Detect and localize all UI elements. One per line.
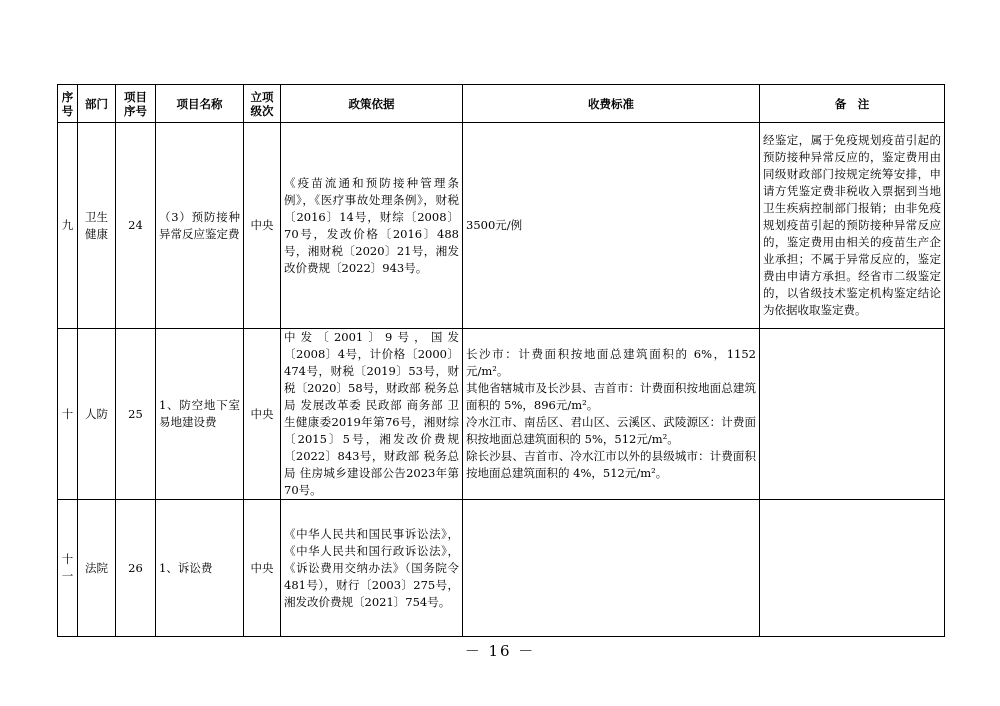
cell-level: 中央 xyxy=(244,123,281,329)
cell-remark: 经鉴定，属于免疫规划疫苗引起的预防接种异常反应的，鉴定费用由同级财政部门按规定统筹安排，申请方凭鉴定费非税收入票据到当地卫生疾病控制部门报销；由非免疫规划疫苗引起的预防接种异常反应的，鉴定费用由相关的疫苗生产企业承担；不属于异常反应的，鉴定费由申请方承担。经省市二级鉴定的，以省级技术鉴定机构鉴定结论为依据收取鉴定费。 xyxy=(760,123,945,329)
header-standard: 收费标准 xyxy=(463,85,760,123)
table-row xyxy=(58,500,945,637)
header-row xyxy=(58,85,945,123)
header-policy: 政策依据 xyxy=(281,85,463,123)
cell-item-no: 26 xyxy=(116,500,156,637)
cell-dept: 人防 xyxy=(78,329,116,500)
cell-seq: 十一 xyxy=(58,500,78,637)
cell-level: 中央 xyxy=(244,329,281,500)
cell-policy: 《中华人民共和国民事诉讼法》，《中华人民共和国行政诉讼法》，《诉讼费用交纳办法》（国务院令481号），财行〔2003〕275号，湘发改价费规〔2021〕754号。 xyxy=(281,500,463,637)
cell-item-name: （3）预防接种异常反应鉴定费 xyxy=(156,123,244,329)
standard-line: 冷水江市、南岳区、君山区、云溪区、武陵源区：计费面积按地面总建筑面积的 5%，512元/m²。 xyxy=(466,415,756,446)
cell-policy: 《疫苗流通和预防接种管理条例》，《医疗事故处理条例》，财税〔2016〕14号，财综〔2008〕70号，发改价格〔2016〕488号，湘财税〔2020〕21号，湘发改价费规〔2022〕943号。 xyxy=(281,123,463,329)
fee-table xyxy=(57,84,945,637)
table-row xyxy=(58,123,945,329)
table-row xyxy=(58,329,945,500)
cell-level: 中央 xyxy=(244,500,281,637)
header-seq: 序号 xyxy=(58,85,78,123)
standard-line: 其他省辖城市及长沙县、吉首市：计费面积按地面总建筑面积的 5%，896元/m²。 xyxy=(466,381,756,412)
cell-standard xyxy=(463,500,760,637)
cell-seq: 十 xyxy=(58,329,78,500)
cell-remark xyxy=(760,329,945,500)
standard-line: 长沙市：计费面积按地面总建筑面积的 6%，1152元/m²。 xyxy=(466,347,756,378)
header-item-name: 项目名称 xyxy=(156,85,244,123)
cell-policy: 中发〔2001〕9号，国发〔2008〕4号，计价格〔2000〕474号，财税〔2019〕53号，财税〔2020〕58号，财政部 税务总局 发展改革委 民政部 商务部 卫生健康委2019年第76号，湘财综〔2015〕5号，湘发改价费规〔2022〕843号，财政部 税务总局 住房城乡建设部公告2023年第70号。 xyxy=(281,329,463,500)
header-remark: 备 注 xyxy=(760,85,945,123)
cell-standard xyxy=(463,329,760,500)
cell-dept: 法院 xyxy=(78,500,116,637)
header-item-no: 项目序号 xyxy=(116,85,156,123)
page-number: － 16 － xyxy=(464,642,536,660)
header-level: 立项级次 xyxy=(244,85,281,123)
cell-item-no: 24 xyxy=(116,123,156,329)
cell-seq: 九 xyxy=(58,123,78,329)
cell-standard: 3500元/例 xyxy=(463,123,760,329)
header-dept: 部门 xyxy=(78,85,116,123)
cell-item-name: 1、防空地下室易地建设费 xyxy=(156,329,244,500)
cell-remark xyxy=(760,500,945,637)
cell-dept: 卫生健康 xyxy=(78,123,116,329)
cell-item-name: 1、诉讼费 xyxy=(156,500,244,637)
cell-item-no: 25 xyxy=(116,329,156,500)
standard-line: 除长沙县、吉首市、冷水江市以外的县级城市：计费面积按地面总建筑面积的 4%，512元/m²。 xyxy=(466,449,756,480)
